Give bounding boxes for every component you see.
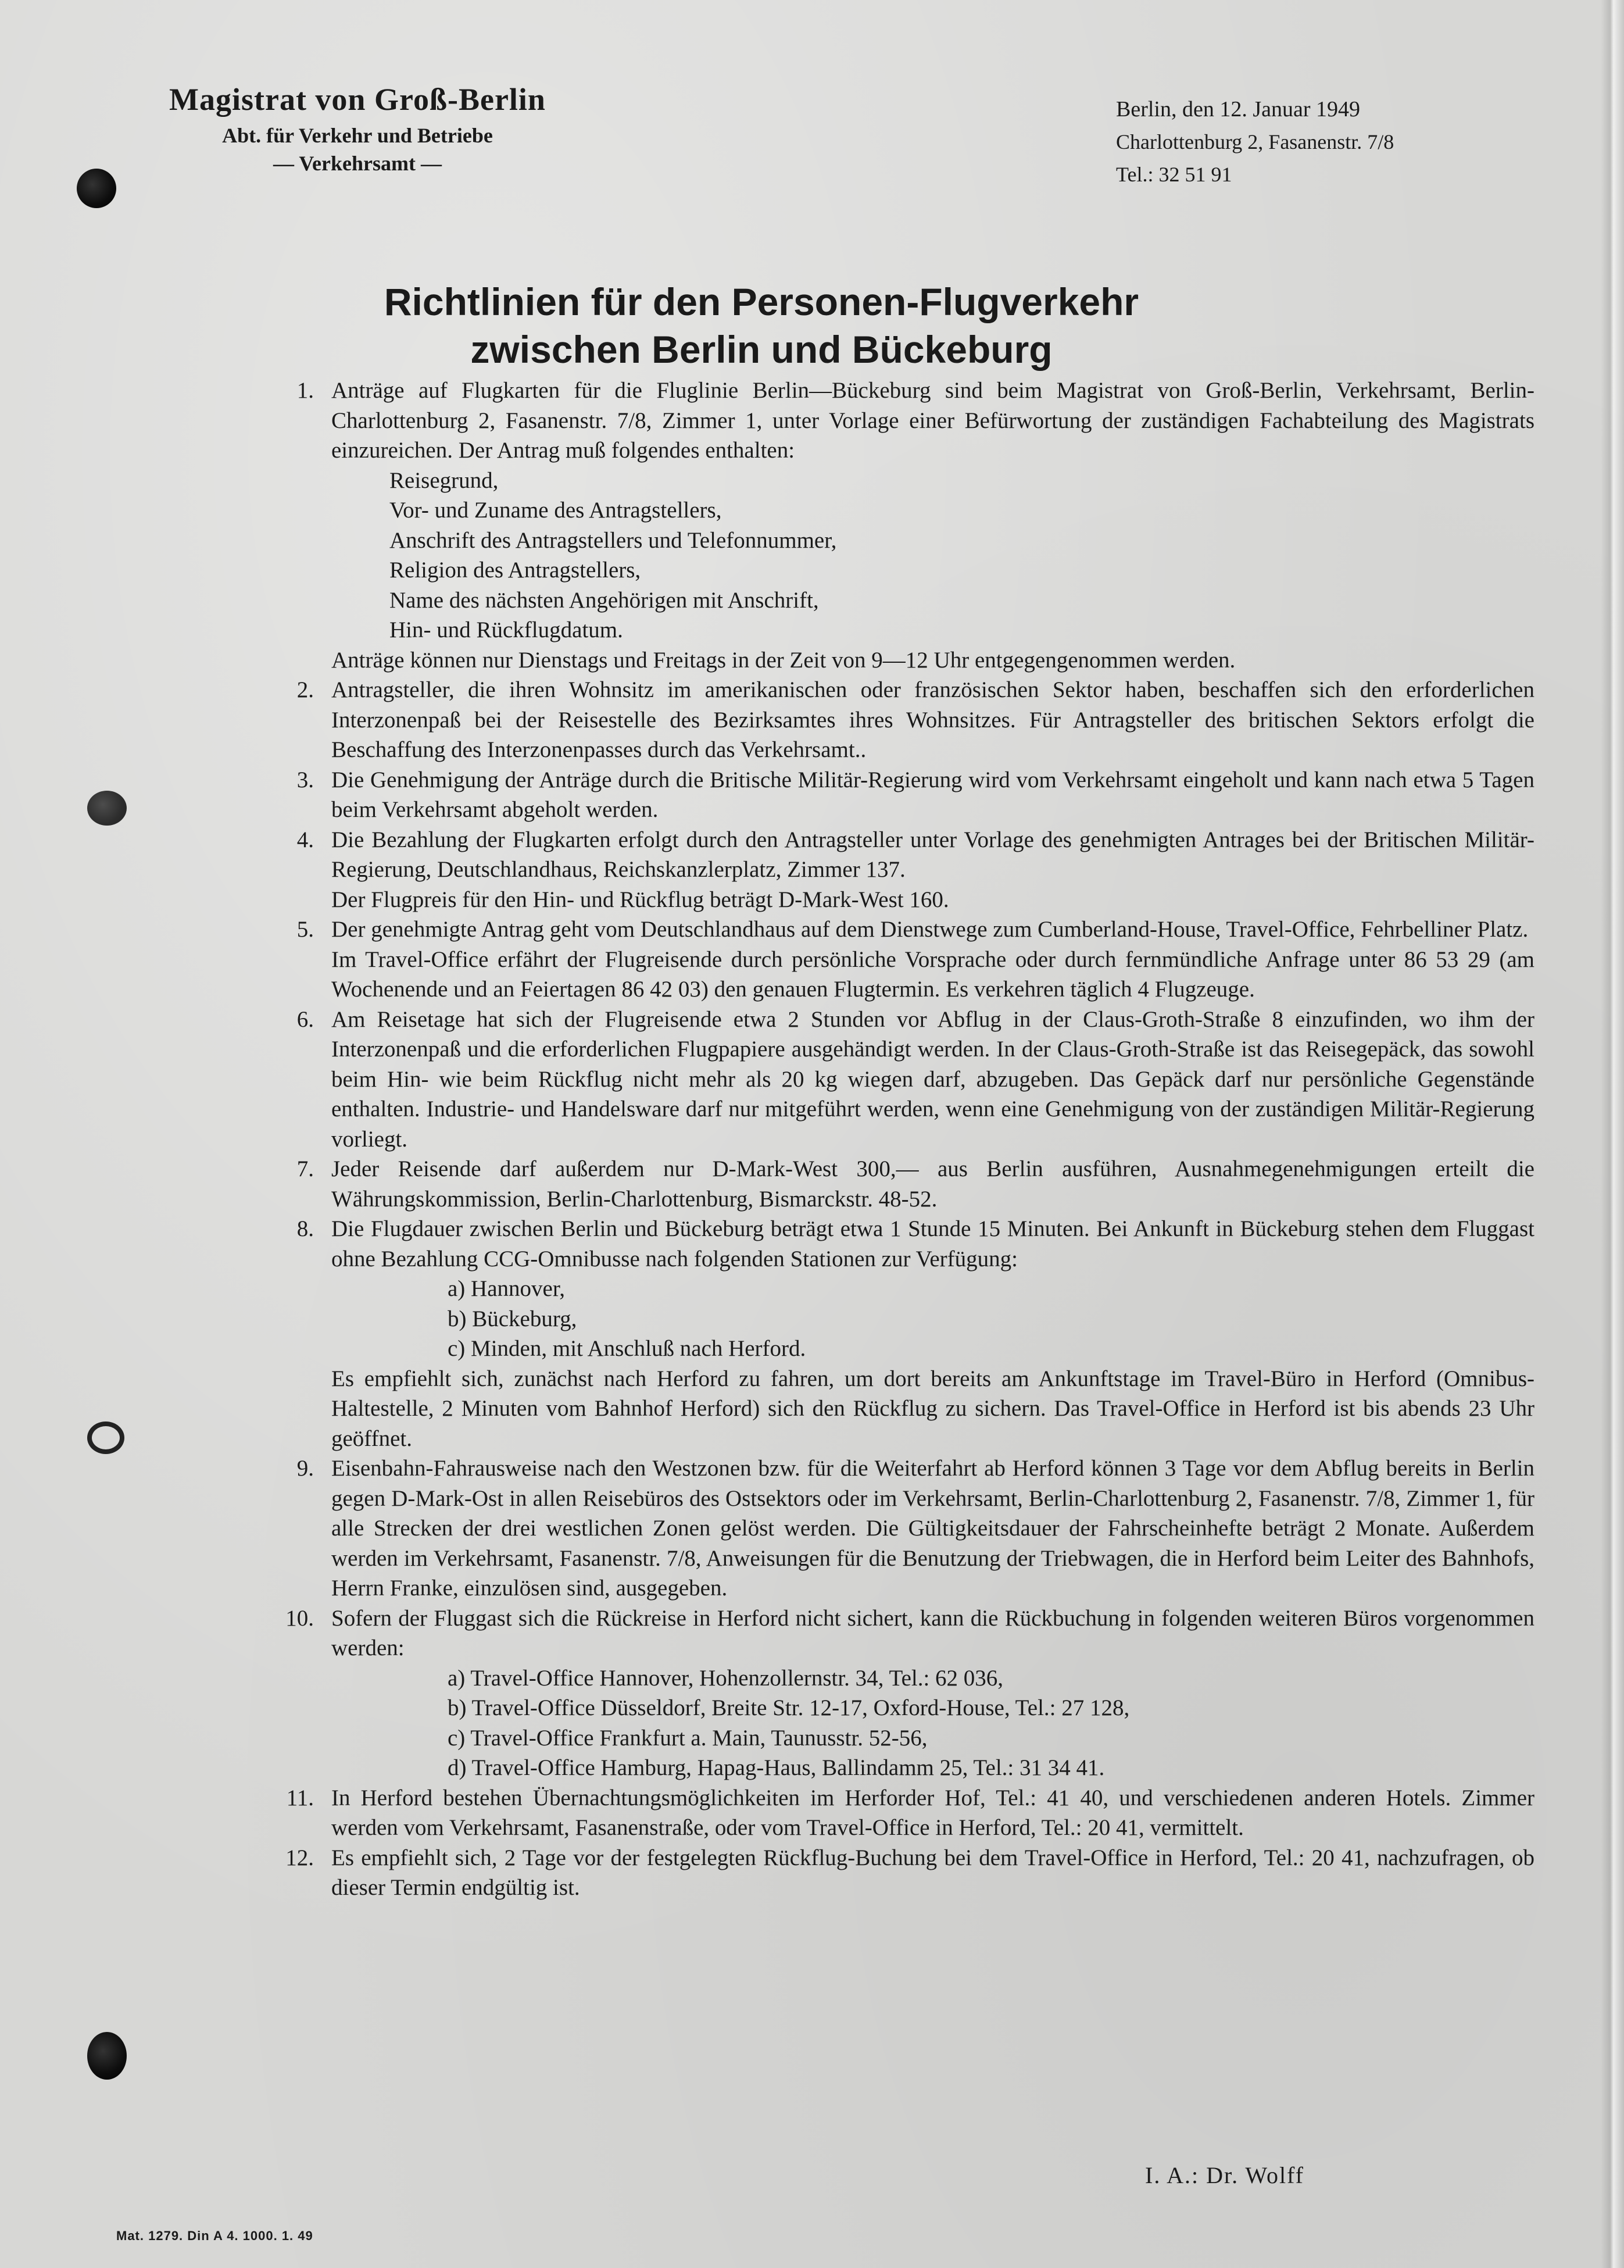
item-text: In Herford bestehen Übernachtungsmöglichkeiten im Herforder Hof, Tel.: 41 40, und verschiedenen anderen Hotels. Zimmer werden vom Verkehrsamt, Fasanenstraße, oder vom Travel-Office in Herford, Tel.: 20 41, vermittelt.	[331, 1785, 1534, 1840]
item-text: Am Reisetage hat sich der Flugreisende etwa 2 Stunden vor Abflug in der Claus-Groth-Straße 8 einzufinden, wo ihm der Interzonenpaß und die erforderlichen Flugpapiere ausgehändigt werden. In der Claus-Groth-Straße ist das Reisegepäck, das sowohl beim Hin- wie beim Rückflug nicht mehr als 20 kg wiegen darf, abzugeben. Das Gepäck darf nur persönliche Gegenstände enthalten. Industrie- und Handelsware darf nur mitgeführt werden, wenn eine Genehmigung von der zuständigen Militär-Regierung vorliegt.	[331, 1006, 1534, 1152]
list-item: d) Travel-Office Hamburg, Hapag-Haus, Ballindamm 25, Tel.: 31 34 41.	[448, 1755, 1105, 1780]
item-text: Es empfiehlt sich, 2 Tage vor der festgelegten Rückflug-Buchung bei dem Travel-Office in Herford, Tel.: 20 41, nachzufragen, ob dieser Termin endgültig ist.	[331, 1845, 1534, 1900]
item-text: Die Genehmigung der Anträge durch die Britische Militär-Regierung wird vom Verkehrsamt eingeholt und kann nach etwa 5 Tagen beim Verkehrsamt abgeholt werden.	[331, 767, 1534, 822]
item-number: 9.	[296, 1456, 314, 1481]
letterhead-left	[125, 81, 590, 176]
guideline-item-2	[267, 675, 1534, 765]
address-line: Charlottenburg 2, Fasanenstr. 7/8	[1116, 130, 1394, 153]
signature-line: I. A.: Dr. Wolff	[1145, 2162, 1304, 2188]
item-number: 4.	[296, 827, 314, 852]
list-item: c) Minden, mit Anschluß nach Herford.	[448, 1336, 806, 1361]
item-number: 11.	[286, 1785, 314, 1810]
document-title	[209, 278, 1314, 373]
punch-hole-bottom	[87, 2032, 127, 2080]
item-number: 10.	[285, 1605, 314, 1631]
guideline-item-9	[267, 1453, 1534, 1603]
date-line: Berlin, den 12. Januar 1949	[1116, 97, 1361, 122]
item-number: 2.	[296, 677, 314, 702]
list-item: Anschrift des Antragstellers und Telefonnummer,	[389, 527, 837, 553]
list-item: Name des nächsten Angehörigen mit Anschrift,	[389, 587, 819, 613]
organization-name: Magistrat von Groß-Berlin	[169, 82, 546, 117]
guideline-item-11	[267, 1783, 1534, 1843]
item-text-after: Es empfiehlt sich, zunächst nach Herford zu fahren, um dort bereits am Ankunftstage im Travel-Büro in Herford (Omnibus-Haltestelle, 2 Minuten vom Bahnhof Herford) sich den Rückflug zu sichern. Das Travel-Office in Herford ist bis abends 23 Uhr geöffnet.	[331, 1366, 1534, 1451]
item-text: Die Bezahlung der Flugkarten erfolgt durch den Antragsteller unter Vorlage des genehmigten Antrages bei der Britischen Militär-Regierung, Deutschlandhaus, Reichskanzlerplatz, Zimmer 137.	[331, 827, 1534, 882]
guideline-item-10	[267, 1603, 1534, 1783]
list-item: b) Bückeburg,	[448, 1306, 577, 1331]
item-text-after: Anträge können nur Dienstags und Freitags in der Zeit von 9—12 Uhr entgegengenommen werden.	[331, 647, 1236, 673]
guideline-item-6	[267, 1005, 1534, 1155]
punch-hole-top	[77, 169, 116, 208]
item-text: Eisenbahn-Fahrausweise nach den Westzonen bzw. für die Weiterfahrt ab Herford können 3 Tage vor dem Abflug bereits in Berlin gegen D-Mark-Ost in allen Reisebüros des Ostsektors oder im Verkehrsamt, Berlin-Charlottenburg 2, Fasanenstr. 7/8, Zimmer 1, für alle Strecken der drei westlichen Zonen gelöst werden. Die Gültigkeitsdauer der Fahrscheinhefte beträgt 2 Monate. Außerdem werden im Verkehrsamt, Fasanenstr. 7/8, Anweisungen für die Benutzung der Triebwagen, die in Herford beim Leiter des Bahnhofs, Herrn Franke, einzulösen sind, ausgegeben.	[331, 1456, 1534, 1601]
item-number: 7.	[296, 1156, 314, 1181]
travel-offices-list	[331, 1663, 1534, 1783]
guideline-item-12	[267, 1843, 1534, 1903]
item-number: 1.	[296, 378, 314, 403]
department-name: Abt. für Verkehr und Betriebe	[222, 124, 493, 147]
item-number: 3.	[296, 767, 314, 792]
punch-hole-ring	[87, 1421, 124, 1454]
guideline-item-7	[267, 1154, 1534, 1214]
item-text: Anträge auf Flugkarten für die Fluglinie Berlin—Bückeburg sind beim Magistrat von Groß-Berlin, Verkehrsamt, Berlin-Charlottenburg 2, Fasanenstr. 7/8, Zimmer 1, unter Vorlage einer Befürwortung der zuständigen Fachabteilung des Magistrats einzureichen. Der Antrag muß folgendes enthalten:	[331, 378, 1534, 463]
letterhead-right	[1116, 93, 1394, 191]
list-item: c) Travel-Office Frankfurt a. Main, Taunusstr. 52-56,	[448, 1725, 928, 1751]
list-item: Vor- und Zuname des Antragstellers,	[389, 498, 722, 523]
item-number: 5.	[296, 917, 314, 942]
item-text-after: Im Travel-Office erfährt der Flugreisende durch persönliche Vorsprache oder durch fernmündliche Anfrage unter 86 53 29 (am Wochenende und an Feiertagen 86 42 03) den genauen Flugtermin. Es verkehren täglich 4 Flugzeuge.	[331, 947, 1534, 1002]
item-text: Die Flugdauer zwischen Berlin und Bückeburg beträgt etwa 1 Stunde 15 Minuten. Bei Ankunft in Bückeburg stehen dem Fluggast ohne Bezahlung CCG-Omnibusse nach folgenden Stationen zur Verfügung:	[331, 1216, 1534, 1271]
office-name: — Verkehrsamt —	[273, 152, 442, 175]
guideline-item-4	[267, 825, 1534, 915]
print-footer: Mat. 1279. Din A 4. 1000. 1. 49	[116, 2228, 313, 2243]
guideline-item-8	[267, 1214, 1534, 1453]
bus-stations-list	[331, 1274, 1534, 1364]
list-item: b) Travel-Office Düsseldorf, Breite Str. 12-17, Oxford-House, Tel.: 27 128,	[448, 1695, 1130, 1720]
guideline-item-5	[267, 915, 1534, 1005]
item-number: 8.	[296, 1216, 314, 1241]
list-item: Religion des Antragstellers,	[389, 558, 641, 583]
list-item: Reisegrund,	[389, 467, 499, 493]
title-line-2: zwischen Berlin und Bückeburg	[470, 328, 1053, 371]
guideline-item-1	[267, 376, 1534, 675]
list-item: a) Travel-Office Hannover, Hohenzollernstr. 34, Tel.: 62 036,	[448, 1665, 1004, 1691]
guidelines-list	[267, 376, 1534, 1903]
item-text: Jeder Reisende darf außerdem nur D-Mark-West 300,— aus Berlin ausführen, Ausnahmegenehmigungen erteilt die Währungskommission, Berlin-Charlottenburg, Bismarckstr. 48-52.	[331, 1156, 1534, 1212]
application-requirements	[331, 466, 1534, 645]
item-number: 6.	[296, 1006, 314, 1032]
list-item: a) Hannover,	[448, 1276, 566, 1301]
phone-line: Tel.: 32 51 91	[1116, 163, 1232, 186]
item-text: Sofern der Fluggast sich die Rückreise in Herford nicht sichert, kann die Rückbuchung in folgenden weiteren Büros vorgenommen werden:	[331, 1605, 1534, 1660]
item-text: Antragsteller, die ihren Wohnsitz im amerikanischen oder französischen Sektor haben, beschaffen sich den erforderlichen Interzonenpaß bei der Reisestelle des Bezirksamtes ihres Wohnsitzes. Für Antragsteller des britischen Sektors erfolgt die Beschaffung des Interzonenpasses durch das Verkehrsamt..	[331, 677, 1534, 762]
item-text: Der genehmigte Antrag geht vom Deutschlandhaus auf dem Dienstwege zum Cumberland-House, Travel-Office, Fehrbelliner Platz.	[331, 917, 1529, 942]
guideline-item-3	[267, 765, 1534, 825]
paper-edge	[1601, 0, 1624, 2268]
title-line-1: Richtlinien für den Personen-Flugverkehr	[384, 280, 1139, 323]
item-text-after: Der Flugpreis für den Hin- und Rückflug beträgt D-Mark-West 160.	[331, 887, 949, 912]
item-number: 12.	[285, 1845, 314, 1870]
list-item: Hin- und Rückflugdatum.	[389, 617, 623, 642]
punch-hole-mid	[87, 791, 127, 826]
